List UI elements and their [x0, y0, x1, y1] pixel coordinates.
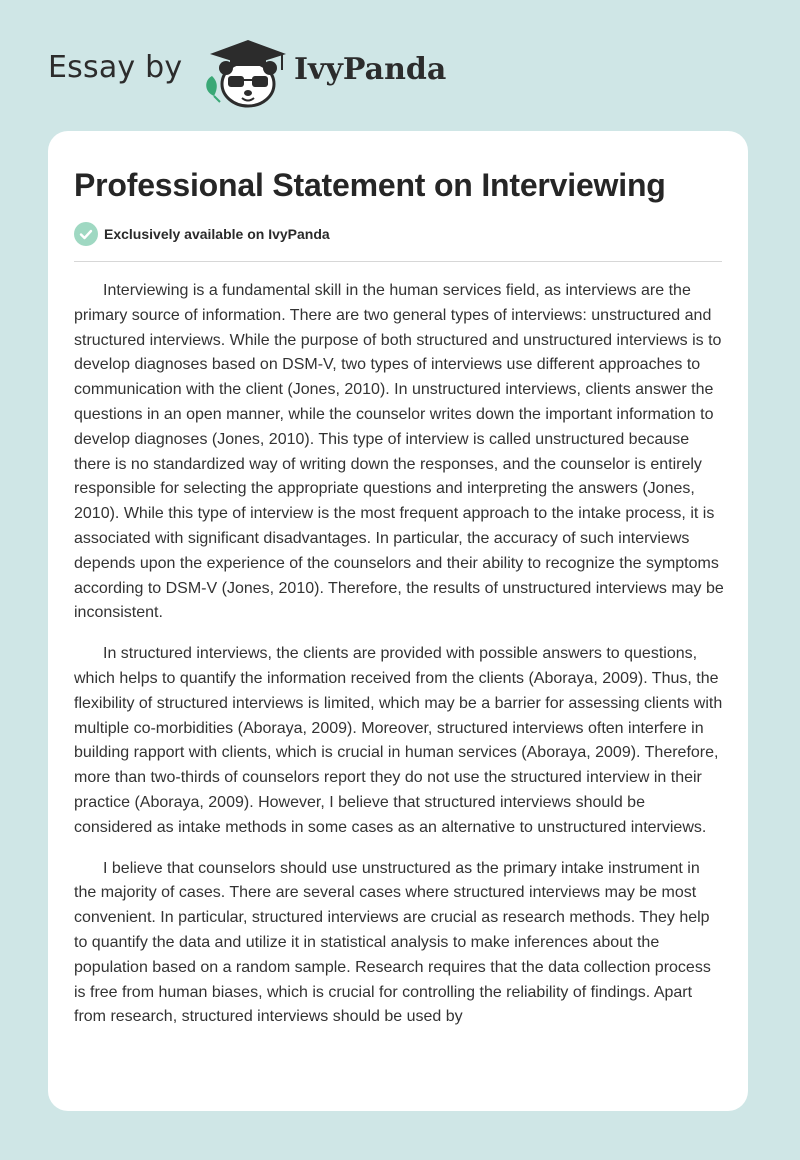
essay-body — [74, 279, 724, 1046]
brand-prefix: Essay by — [48, 50, 183, 85]
divider — [74, 261, 722, 262]
brand-name[interactable]: IvyPanda — [294, 52, 447, 87]
paragraph: In structured interviews, the clients are provided with possible answers to questions, which helps to quantify the information received from the clients (Aboraya, 2009). Thus, the flexibility of structured interviews is limited, which may be a barrier for assessing clients with multiple co-morbidities (Aboraya, 2009). Moreover, structured interviews often interfere in building rapport with clients, which is crucial in human services (Aboraya, 2009). Therefore, more than two-thirds of counselors report they do not use the structured interview in their practice (Aboraya, 2009). However, I believe that structured interviews should be considered as intake methods in some cases as an alternative to unstructured interviews. — [74, 645, 723, 836]
page-title: Professional Statement on Interviewing — [74, 167, 666, 203]
site-header — [0, 0, 800, 130]
paragraph: Interviewing is a fundamental skill in the human services field, as interviews are the primary source of information. There are two general types of interviews: unstructured and structured interviews. While the purpose of both structured and unstructured interviews is to develop diagnoses based on DSM-V, two types of interviews use different approaches to communication with the client (Jones, 2010). In unstructured interviews, clients answer the questions in an open manner, while the counselor writes down the important information to develop diagnoses (Jones, 2010). This type of interview is called unstructured because there is no standardized way of writing down the responses, and the counselor is entirely responsible for selecting the appropriate questions and interpreting the answers (Jones, 2010). While this type of interview is the most frequent approach to the intake process, it is associated with significant disadvantages. In particular, the accuracy of such interviews depends upon the experience of the counselors and their ability to recognize the symptoms according to DSM-V (Jones, 2010). Therefore, the results of unstructured interviews may be inconsistent. — [74, 282, 724, 622]
exclusive-badge — [74, 221, 330, 247]
check-circle-icon — [74, 222, 98, 246]
essay-card — [48, 131, 748, 1111]
panda-graduate-icon[interactable] — [200, 36, 292, 108]
badge-label: Exclusively available on IvyPanda — [104, 226, 330, 242]
paragraph: I believe that counselors should use unstructured as the primary intake instrument in the majority of cases. There are several cases where structured interviews may be most convenient. In particular, structured interviews are crucial as research methods. They help to quantify the data and utilize it in statistical analysis to make inferences about the population based on a random sample. Research requires that the data collection process is free from human biases, which is crucial for controlling the reliability of findings. Apart from research, structured interviews should be used by — [74, 859, 711, 1026]
